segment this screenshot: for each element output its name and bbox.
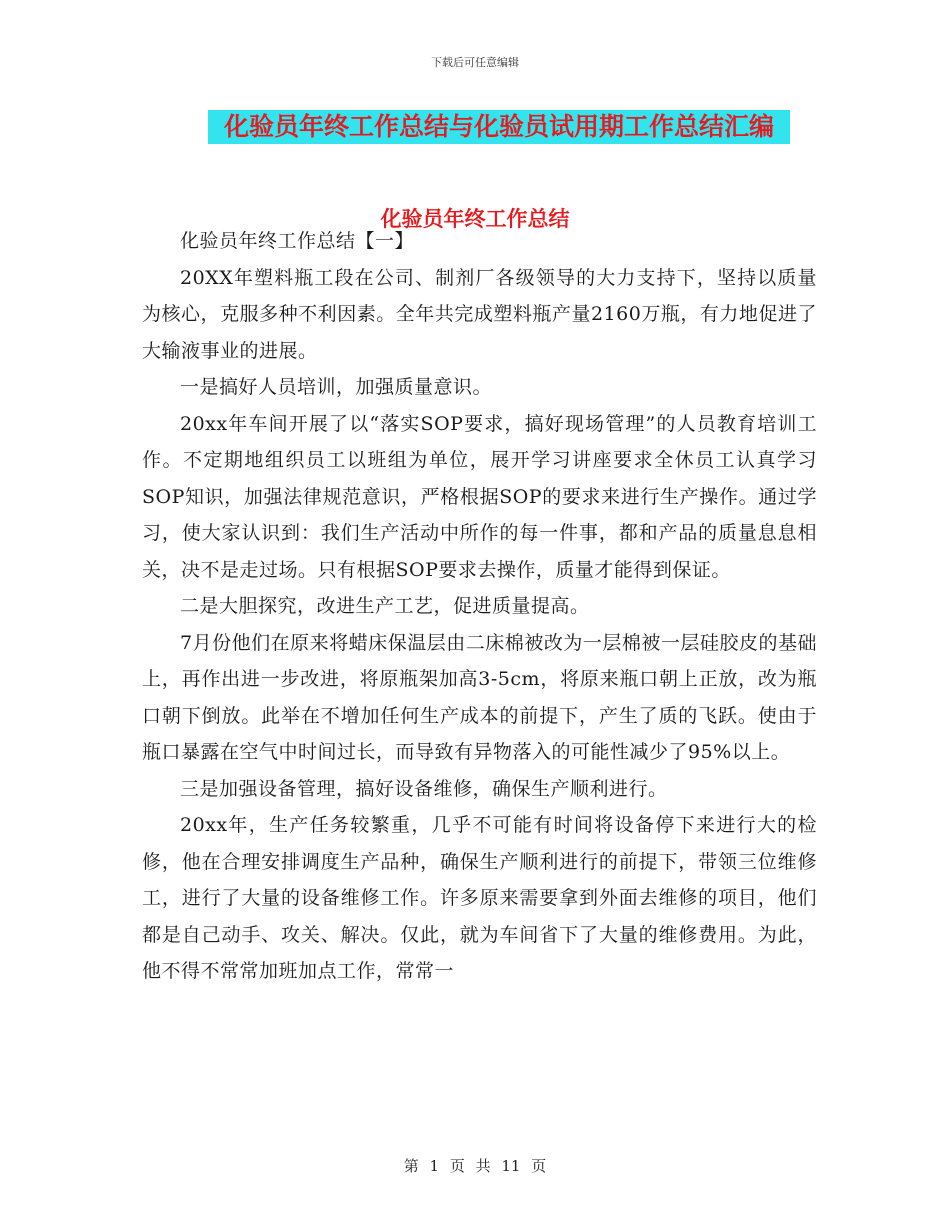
document-body — [142, 223, 817, 990]
header-note: 下载后可任意编辑 — [431, 56, 519, 69]
paragraph-subheading: 化验员年终工作总结【一】 — [180, 230, 415, 252]
main-title: 化验员年终工作总结与化验员试用期工作总结汇编 — [223, 112, 774, 141]
paragraph: 20xx年，生产任务较繁重，几乎不可能有时间将设备停下来进行大的检修，他在合理安排调度生产品种，确保生产顺利进行的前提下，带领三位维修工，进行了大量的设备维修工作。许多原来需要拿到外面去维修的项目，他们都是自己动手、攻关、解决。仅此，就为车间省下了大量的维修费用。为此，他不得不常常加班加点工作，常常一 — [142, 814, 817, 982]
paragraph: 20xx年车间开展了以“落实SOP要求，搞好现场管理”的人员教育培训工作。不定期地组织员工以班组为单位，展开学习讲座要求全休员工认真学习SOP知识，加强法律规范意识，严格根据SOP的要求来进行生产操作。通过学习，使大家认识到：我们生产活动中所作的每一件事，都和产品的质量息息相关，决不是走过场。只有根据SOP要求去操作，质量才能得到保证。 — [142, 412, 817, 581]
main-title-highlight — [208, 110, 790, 144]
paragraph-point-three: 三是加强设备管理，搞好设备维修，确保生产顺利进行。 — [180, 777, 668, 800]
page-footer: 第 1 页 共 11 页 — [403, 1157, 547, 1175]
paragraph: 7月份他们在原来将蜡床保温层由二床棉被改为一层棉被一层硅胶皮的基础上，再作出进一步改进，将原瓶架加高3-5cm，将原来瓶口朝上正放，改为瓶口朝下倒放。此举在不增加任何生产成本的前提下，产生了质的飞跃。使由于瓶口暴露在空气中时间过长，而导致有异物落入的可能性减少了95%以上。 — [142, 631, 817, 763]
paragraph-point-two: 二是大胆探究，改进生产工艺，促进质量提高。 — [180, 595, 590, 617]
section-title: 化验员年终工作总结 — [380, 206, 570, 231]
paragraph-point-one: 一是搞好人员培训，加强质量意识。 — [180, 376, 493, 398]
paragraph: 20XX年塑料瓶工段在公司、制剂厂各级领导的大力支持下，坚持以质量为核心，克服多种不利因素。全年共完成塑料瓶产量2160万瓶，有力地促进了大输液事业的进展。 — [142, 266, 817, 362]
